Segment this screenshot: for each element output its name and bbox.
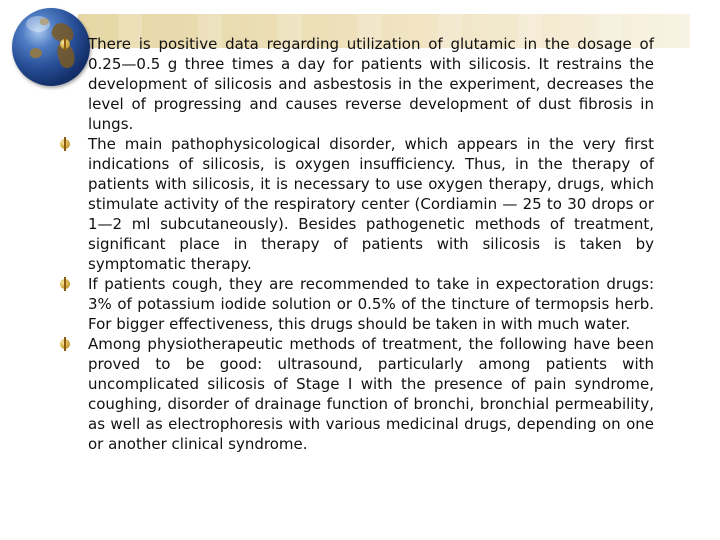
- bullet-icon: [60, 279, 70, 289]
- bullet-item: [60, 334, 654, 454]
- bullet-item: [60, 134, 654, 274]
- bullet-icon: [60, 139, 70, 149]
- bullet-item: [60, 274, 654, 334]
- bullet-item: [60, 34, 654, 134]
- bullet-text: Among physiotherapeutic methods of treatment, the following have been proved to be good: ultrasound, particularly among patients with uncomplicated silicosis of Stage I with the presence of pain syndrome, coughing, disorder of drainage function of bronchi, bronchial permeability, as well as electrophoresis with various medicinal drugs, depending on one or another clinical syndrome.: [88, 335, 654, 453]
- bullet-text: There is positive data regarding utilization of glutamic in the dosage of 0.25—0.5 g three times a day for patients with silicosis. It restrains the development of silicosis and asbestosis in the experiment, decreases the level of progressing and causes reverse development of dust fibrosis in lungs.: [88, 35, 654, 133]
- bullet-text: If patients cough, they are recommended to take in expectoration drugs: 3% of potassium iodide solution or 0.5% of the tincture of termopsis herb. For bigger effectiveness, this drugs should be taken in with much water.: [88, 275, 654, 333]
- slide-content: [60, 34, 654, 454]
- bullet-text: The main pathophysicological disorder, which appears in the very first indications of silicosis, is oxygen insufficiency. Thus, in the therapy of patients with silicosis, it is necessary to use oxygen therapy, drugs, which stimulate activity of the respiratory center (Cordiamin — 25 to 30 drops or 1—2 ml subcutaneously). Besides pathogenetic methods of treatment, significant place in therapy of patients with silicosis is taken by symptomatic therapy.: [88, 135, 654, 273]
- bullet-icon: [60, 339, 70, 349]
- bullet-icon: [60, 39, 70, 49]
